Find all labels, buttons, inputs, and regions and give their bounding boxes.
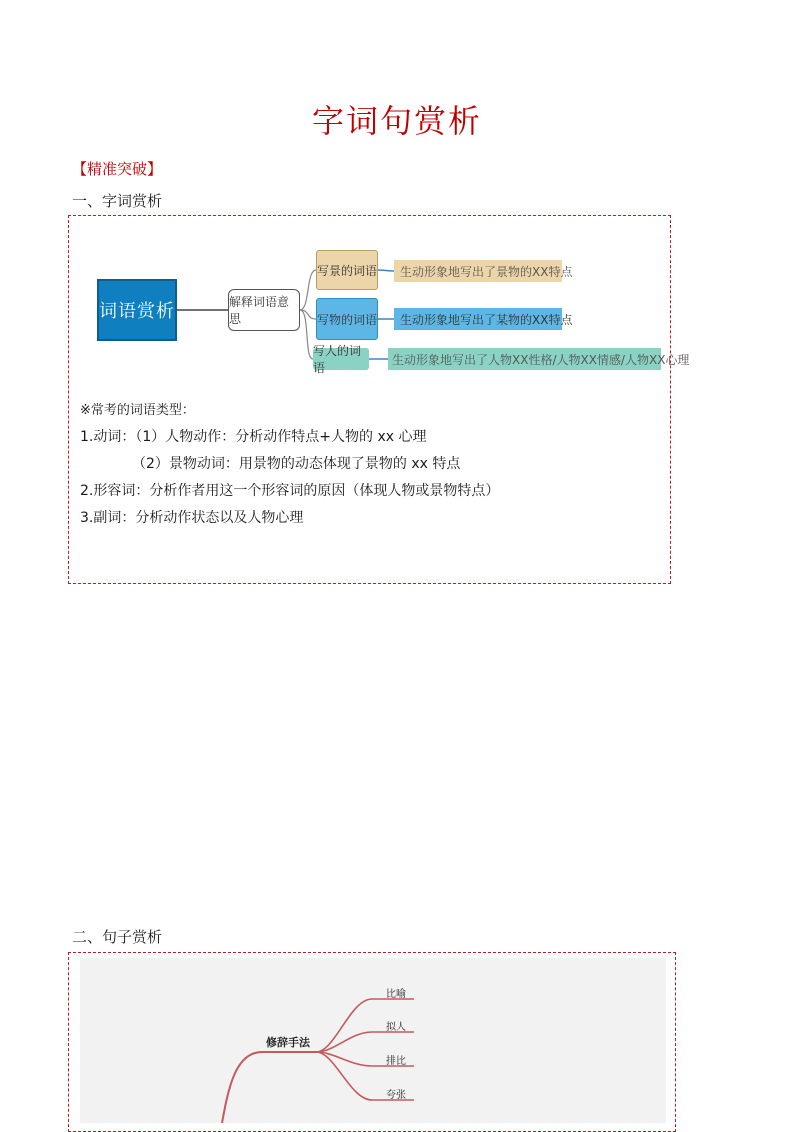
description-person: 生动形象地写出了人物XX性格/人物XX情感/人物XX心理 — [388, 348, 661, 370]
category-person: 写人的词语 — [313, 348, 369, 370]
section-tag: 【精准突破】 — [72, 160, 163, 178]
mindmap-branch-rhetoric: 修辞手法 — [266, 1036, 310, 1049]
text-line: （2）景物动词：用景物的动态体现了景物的 xx 特点 — [132, 456, 461, 472]
section2-heading: 二、句子赏析 — [72, 928, 163, 946]
description-object: 生动形象地写出了某物的XX特点 — [394, 308, 562, 330]
description-scenery: 生动形象地写出了景物的XX特点 — [394, 260, 562, 282]
text-line: 3.副词：分析动作状态以及人物心理 — [80, 510, 304, 526]
mindmap-leaf: 比喻 — [386, 989, 406, 1000]
mindmap-leaf: 夸张 — [386, 1090, 406, 1101]
mindmap-leaf: 排比 — [386, 1056, 406, 1067]
category-object: 写物的词语 — [316, 298, 378, 340]
page-title: 字词句赏析 — [311, 102, 482, 140]
note-line: ※常考的词语类型： — [80, 403, 195, 418]
category-scenery: 写景的词语 — [316, 250, 378, 290]
text-line: 1.动词：（1）人物动作：分析动作特点+人物的 xx 心理 — [80, 429, 427, 445]
diagram-root-node: 词语赏析 — [97, 279, 177, 341]
mindmap-leaf: 拟人 — [386, 1022, 406, 1033]
text-line: 2.形容词：分析作者用这一个形容词的原因（体现人物或景物特点） — [80, 483, 500, 499]
section1-heading: 一、字词赏析 — [72, 192, 163, 210]
diagram-mid-node: 解释词语意思 — [228, 289, 300, 331]
